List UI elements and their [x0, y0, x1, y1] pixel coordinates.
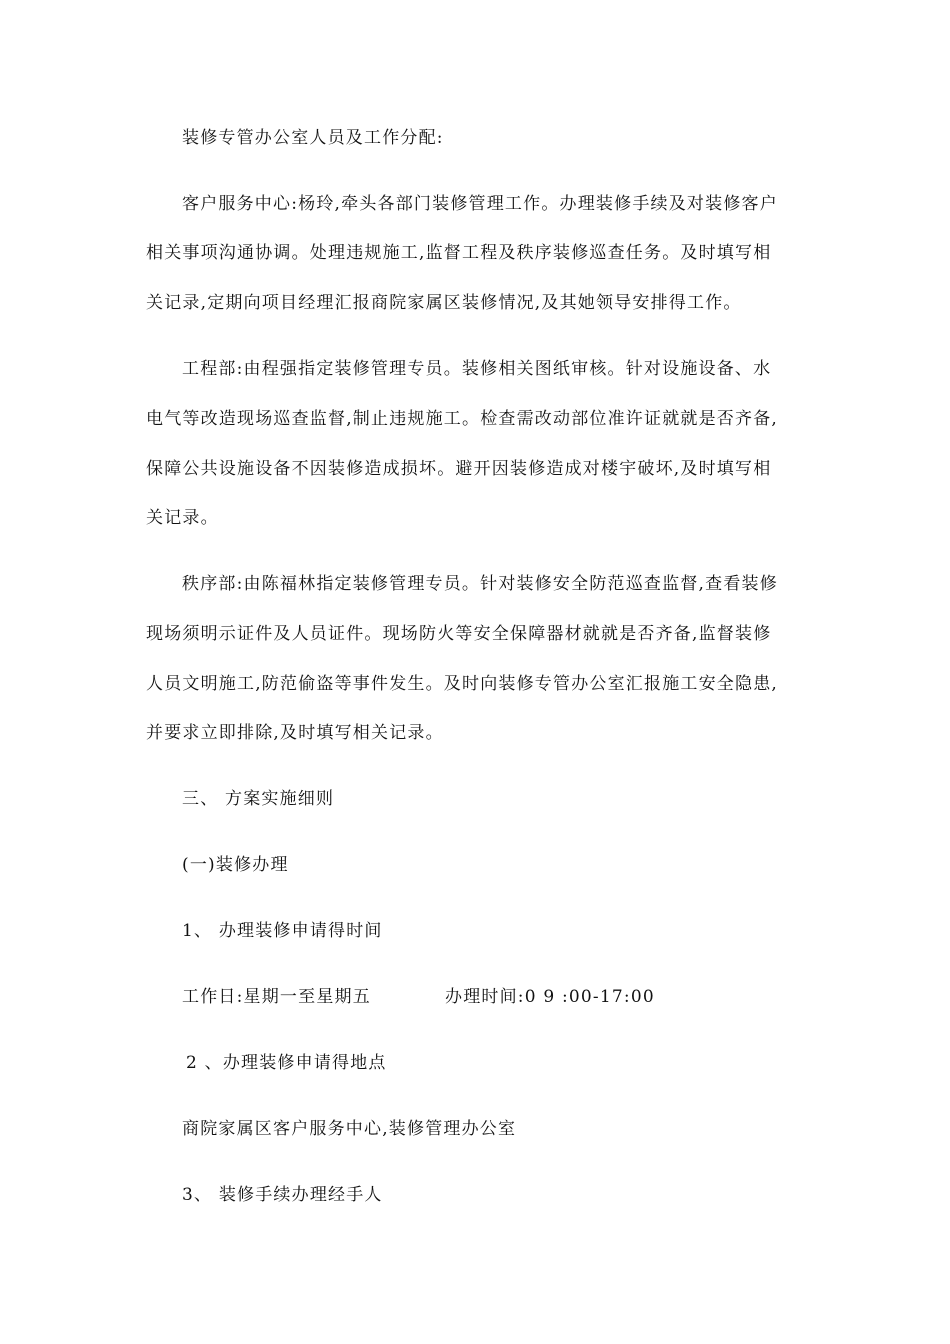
- item-2-value: 商院家属区客户服务中心,装修管理办公室: [182, 1119, 517, 1139]
- paragraph-line: 电气等改造现场巡查监督,制止违规施工。检查需改动部位准许证就就是否齐备,: [146, 409, 779, 429]
- paragraph-line: 工程部:由程强指定装修管理专员。装修相关图纸审核。针对设施设备、水: [182, 359, 772, 379]
- subsection-heading: (一)装修办理: [182, 855, 289, 875]
- paragraph-line: 人员文明施工,防范偷盗等事件发生。及时向装修专管办公室汇报施工安全隐患,: [146, 674, 779, 694]
- item-3-title: 3、 装修手续办理经手人: [182, 1185, 383, 1205]
- paragraph-line: 秩序部:由陈福林指定装修管理专员。针对装修安全防范巡查监督,查看装修: [182, 574, 778, 594]
- paragraph-line: 关记录。: [146, 508, 219, 528]
- paragraph-line: 并要求立即排除,及时填写相关记录。: [146, 723, 444, 743]
- paragraph-line: 关记录,定期向项目经理汇报商院家属区装修情况,及其她领导安排得工作。: [146, 293, 742, 313]
- paragraph-line: 保障公共设施设备不因装修造成损坏。避开因装修造成对楼宇破坏,及时填写相: [146, 459, 772, 479]
- paragraph-line: 客户服务中心:杨玲,牵头各部门装修管理工作。办理装修手续及对装修客户: [182, 194, 778, 214]
- item-2-title: 2 、办理装修申请得地点: [186, 1053, 387, 1073]
- workday-text: 工作日:星期一至星期五: [182, 987, 371, 1007]
- office-hours-text: 办理时间:0 9 :00-17:00: [445, 987, 655, 1007]
- section-three-heading: 三、 方案实施细则: [182, 789, 335, 809]
- paragraph-line: 现场须明示证件及人员证件。现场防火等安全保障器材就就是否齐备,监督装修: [146, 624, 772, 644]
- item-1-title: 1、 办理装修申请得时间: [182, 921, 383, 941]
- section-heading: 装修专管办公室人员及工作分配:: [182, 128, 444, 148]
- paragraph-line: 相关事项沟通协调。处理违规施工,监督工程及秩序装修巡查任务。及时填写相: [146, 243, 772, 263]
